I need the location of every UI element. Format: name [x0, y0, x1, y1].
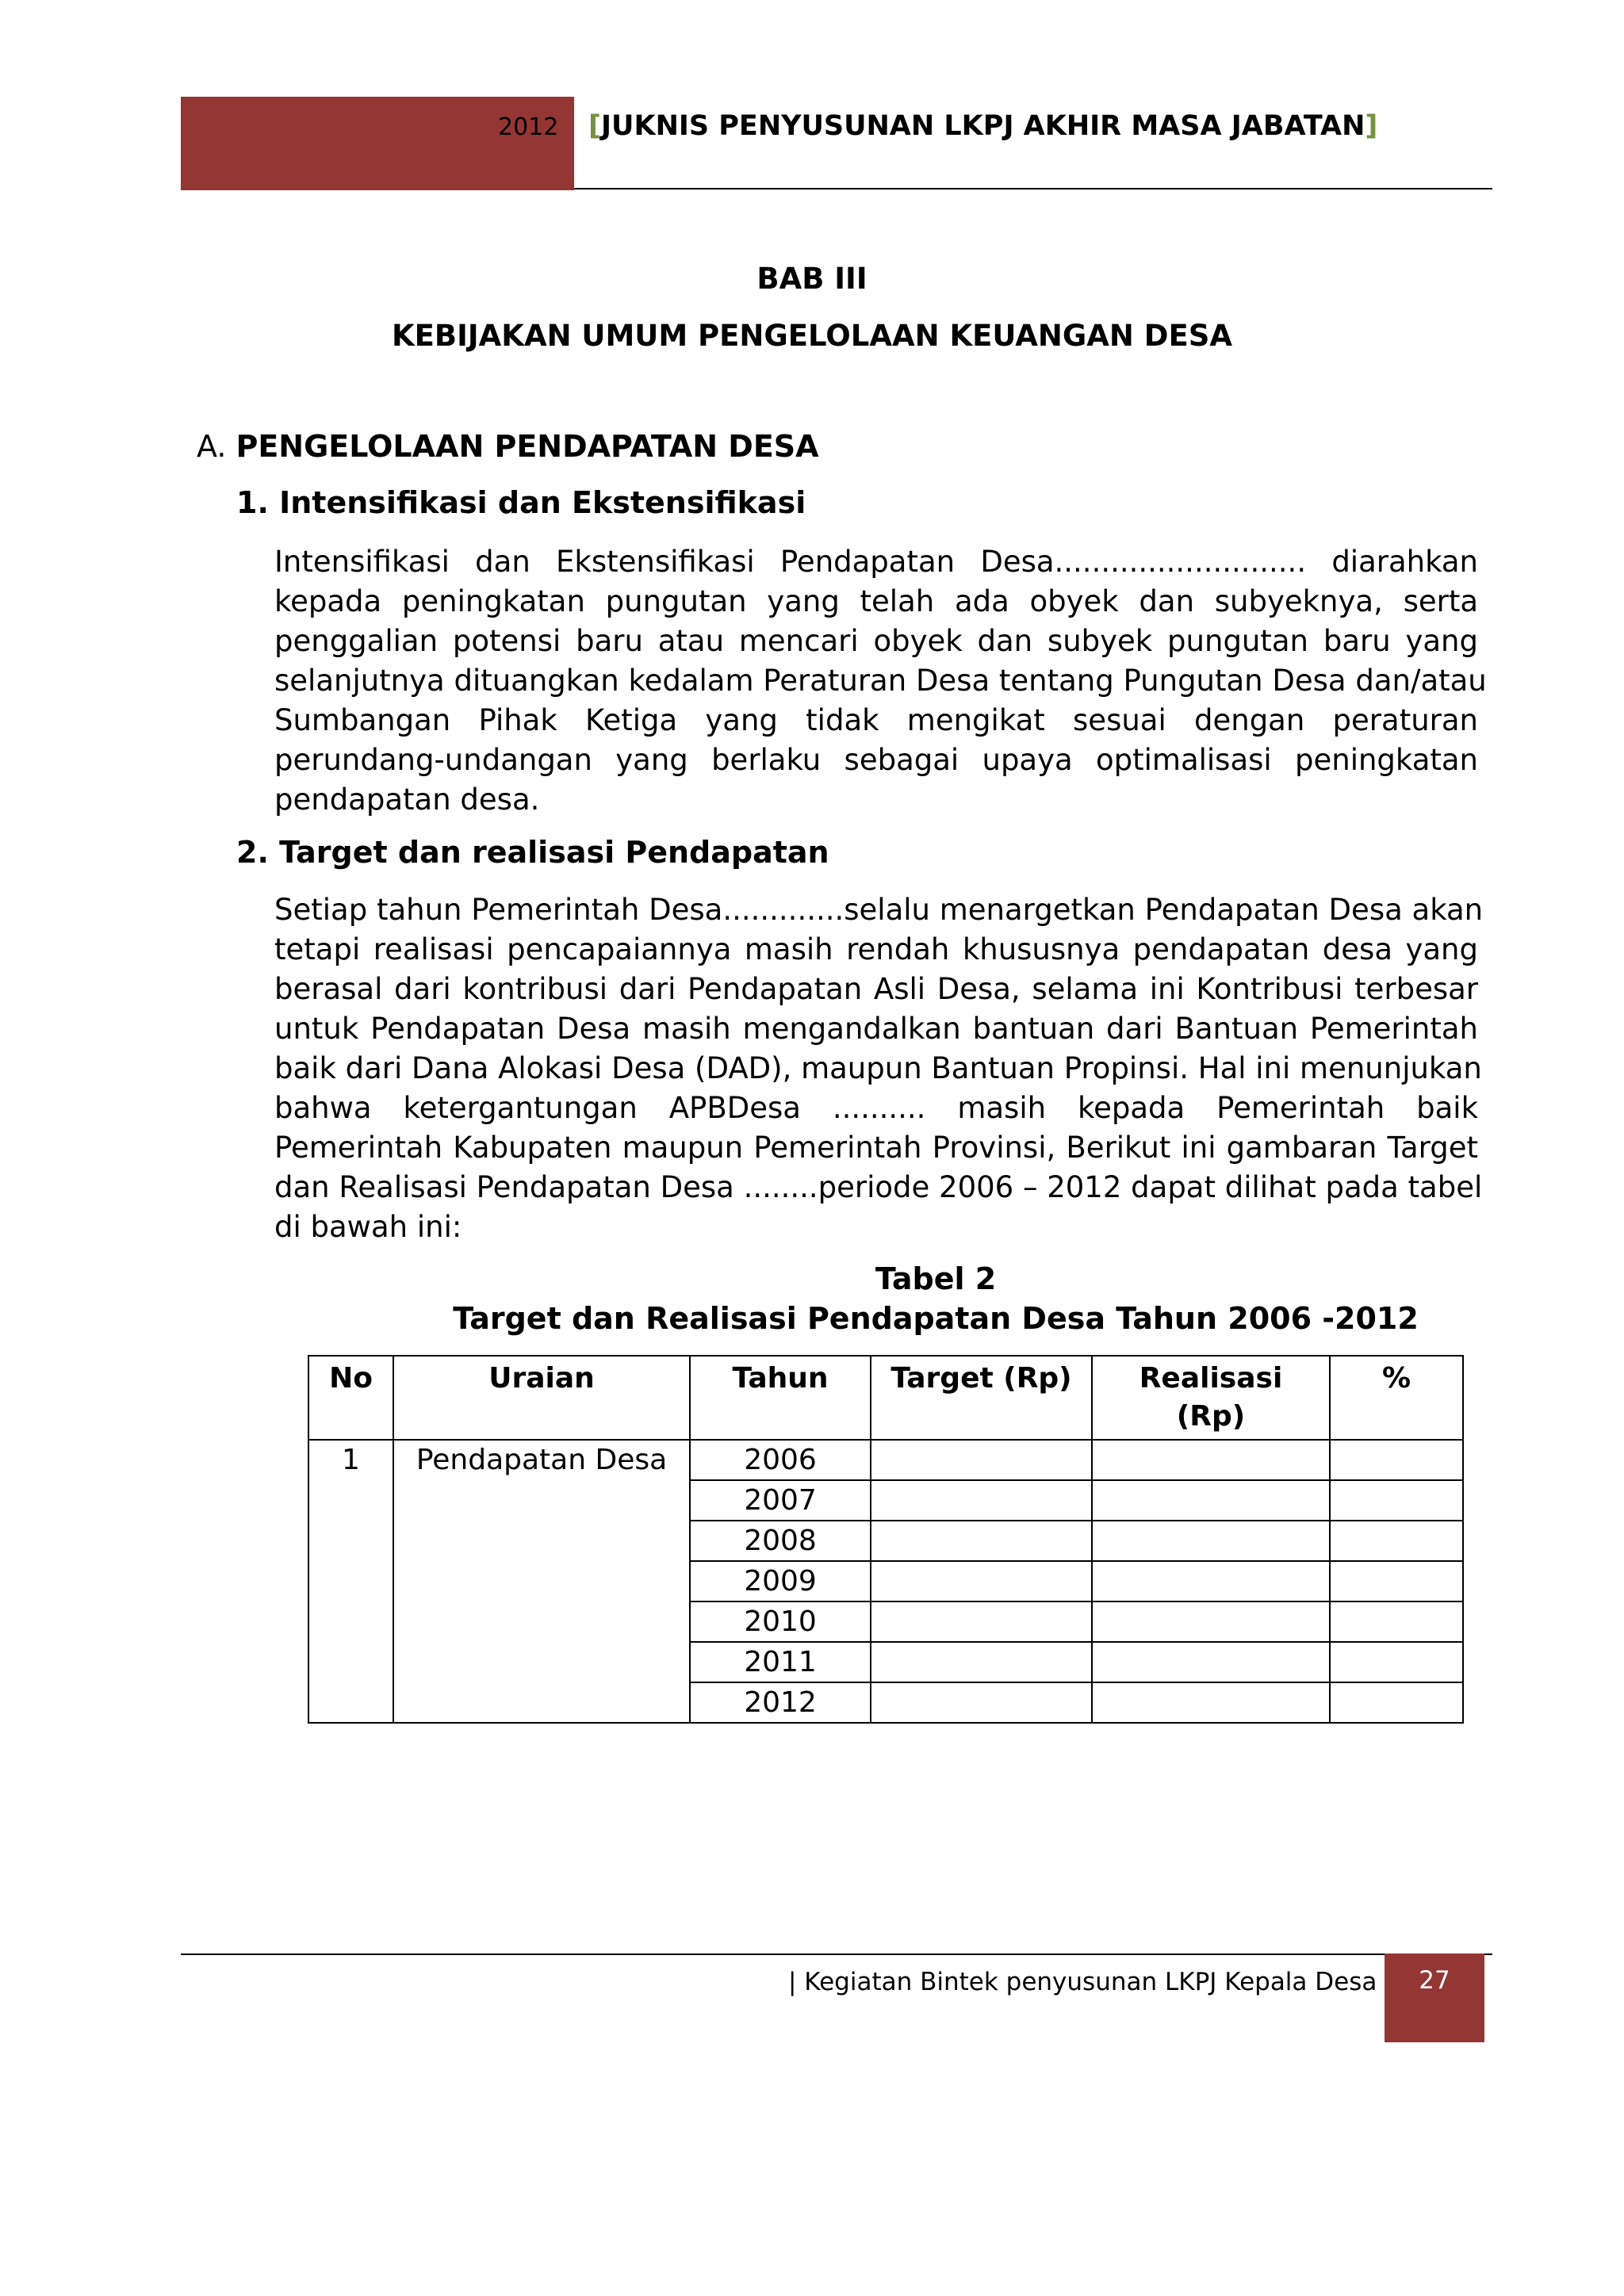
cell-target: [871, 1480, 1092, 1521]
paragraph-line: Intensifikasi dan Ekstensifikasi Pendapatan Desa........................... diarahkan: [274, 545, 1478, 579]
section-title: PENGELOLAAN PENDAPATAN DESA: [236, 429, 819, 464]
footer-text: | Kegiatan Bintek penyusunan LKPJ Kepala Desa: [788, 1968, 1377, 1996]
header-title-text: JUKNIS PENYUSUNAN LKPJ AKHIR MASA JABATAN: [601, 110, 1365, 142]
cell-target: [871, 1440, 1092, 1480]
paragraph-line: penggalian potensi baru atau mencari obyek dan subyek pungutan baru yang: [274, 624, 1478, 658]
header-realisasi-line2: (Rp): [1176, 1400, 1246, 1433]
cell-target: [871, 1521, 1092, 1561]
cell-persen: [1330, 1440, 1463, 1480]
page-number: 27: [1419, 1966, 1450, 1995]
chapter-number: BAB III: [756, 262, 868, 296]
cell-persen: [1330, 1521, 1463, 1561]
cell-realisasi: [1092, 1480, 1330, 1521]
cell-persen: [1330, 1480, 1463, 1521]
cell-target: [871, 1601, 1092, 1642]
revenue-table: [308, 1355, 1464, 1724]
cell-persen: [1330, 1561, 1463, 1601]
paragraph-line: kepada peningkatan pungutan yang telah ada obyek dan subyeknya, serta: [274, 584, 1478, 618]
header-uraian: Uraian: [393, 1356, 690, 1440]
section-heading: [197, 429, 819, 464]
table-caption-title: Target dan Realisasi Pendapatan Desa Tahun 2006 -2012: [453, 1301, 1419, 1336]
cell-realisasi: [1092, 1440, 1330, 1480]
paragraph-line: pendapatan desa.: [274, 783, 540, 817]
header-realisasi: [1092, 1356, 1330, 1440]
header-target: Target (Rp): [871, 1356, 1092, 1440]
paragraph-line: untuk Pendapatan Desa masih mengandalkan bantuan dari Bantuan Pemerintah: [274, 1012, 1478, 1046]
chapter-title: KEBIJAKAN UMUM PENGELOLAAN KEUANGAN DESA: [391, 319, 1233, 353]
paragraph-line: dan Realisasi Pendapatan Desa ........periode 2006 – 2012 dapat dilihat pada tabel: [274, 1170, 1483, 1204]
cell-no: 1: [308, 1440, 393, 1723]
paragraph-line: Sumbangan Pihak Ketiga yang tidak mengikat sesuai dengan peraturan: [274, 703, 1478, 737]
cell-target: [871, 1642, 1092, 1682]
paragraph-line: Pemerintah Kabupaten maupun Pemerintah Provinsi, Berikut ini gambaran Target: [274, 1131, 1478, 1165]
paragraph-line: bahwa ketergantungan APBDesa .......... masih kepada Pemerintah baik: [274, 1091, 1478, 1125]
paragraph-line: baik dari Dana Alokasi Desa (DAD), maupun Bantuan Propinsi. Hal ini menunjukan: [274, 1051, 1482, 1085]
header-bracket-close: ]: [1365, 110, 1378, 142]
cell-year: 2010: [690, 1601, 871, 1642]
cell-realisasi: [1092, 1521, 1330, 1561]
cell-realisasi: [1092, 1561, 1330, 1601]
header-year: 2012: [498, 113, 559, 141]
paragraph-2: [274, 890, 1484, 1247]
cell-year: 2007: [690, 1480, 871, 1521]
header-persen: %: [1330, 1356, 1463, 1440]
cell-realisasi: [1092, 1601, 1330, 1642]
subsection-heading-1: 1. Intensifikasi dan Ekstensifikasi: [236, 485, 806, 520]
paragraph-line: berasal dari kontribusi dari Pendapatan Asli Desa, selama ini Kontribusi terbesar: [274, 972, 1478, 1006]
subsection-heading-2: 2. Target dan realisasi Pendapatan: [236, 835, 829, 870]
cell-persen: [1330, 1682, 1463, 1723]
paragraph-line: Setiap tahun Pemerintah Desa.............selalu menargetkan Pendapatan Desa akan: [274, 893, 1484, 927]
cell-year: 2011: [690, 1642, 871, 1682]
cell-realisasi: [1092, 1682, 1330, 1723]
header-no: No: [308, 1356, 393, 1440]
header-rule: [574, 188, 1492, 189]
table-header-row: [308, 1356, 1463, 1440]
cell-persen: [1330, 1642, 1463, 1682]
header-title: [588, 110, 1377, 142]
header-color-block: [181, 97, 574, 190]
header-tahun: Tahun: [690, 1356, 871, 1440]
cell-persen: [1330, 1601, 1463, 1642]
cell-year: 2009: [690, 1561, 871, 1601]
footer-rule: [181, 1954, 1492, 1955]
table-row: [308, 1440, 1463, 1480]
cell-target: [871, 1682, 1092, 1723]
cell-year: 2006: [690, 1440, 871, 1480]
cell-uraian: Pendapatan Desa: [393, 1440, 690, 1723]
cell-realisasi: [1092, 1642, 1330, 1682]
table-caption-number: Tabel 2: [875, 1261, 997, 1296]
paragraph-line: selanjutnya dituangkan kedalam Peraturan Desa tentang Pungutan Desa dan/atau: [274, 664, 1487, 698]
paragraph-1: [274, 542, 1487, 820]
paragraph-line: di bawah ini:: [274, 1210, 462, 1244]
section-prefix: A.: [197, 429, 236, 464]
cell-year: 2012: [690, 1682, 871, 1723]
paragraph-line: tetapi realisasi pencapaiannya masih rendah khususnya pendapatan desa yang: [274, 932, 1478, 966]
header-realisasi-line1: Realisasi: [1139, 1362, 1283, 1395]
paragraph-line: perundang-undangan yang berlaku sebagai upaya optimalisasi peningkatan: [274, 743, 1478, 777]
cell-target: [871, 1561, 1092, 1601]
header-bracket-open: [: [588, 110, 601, 142]
cell-year: 2008: [690, 1521, 871, 1561]
